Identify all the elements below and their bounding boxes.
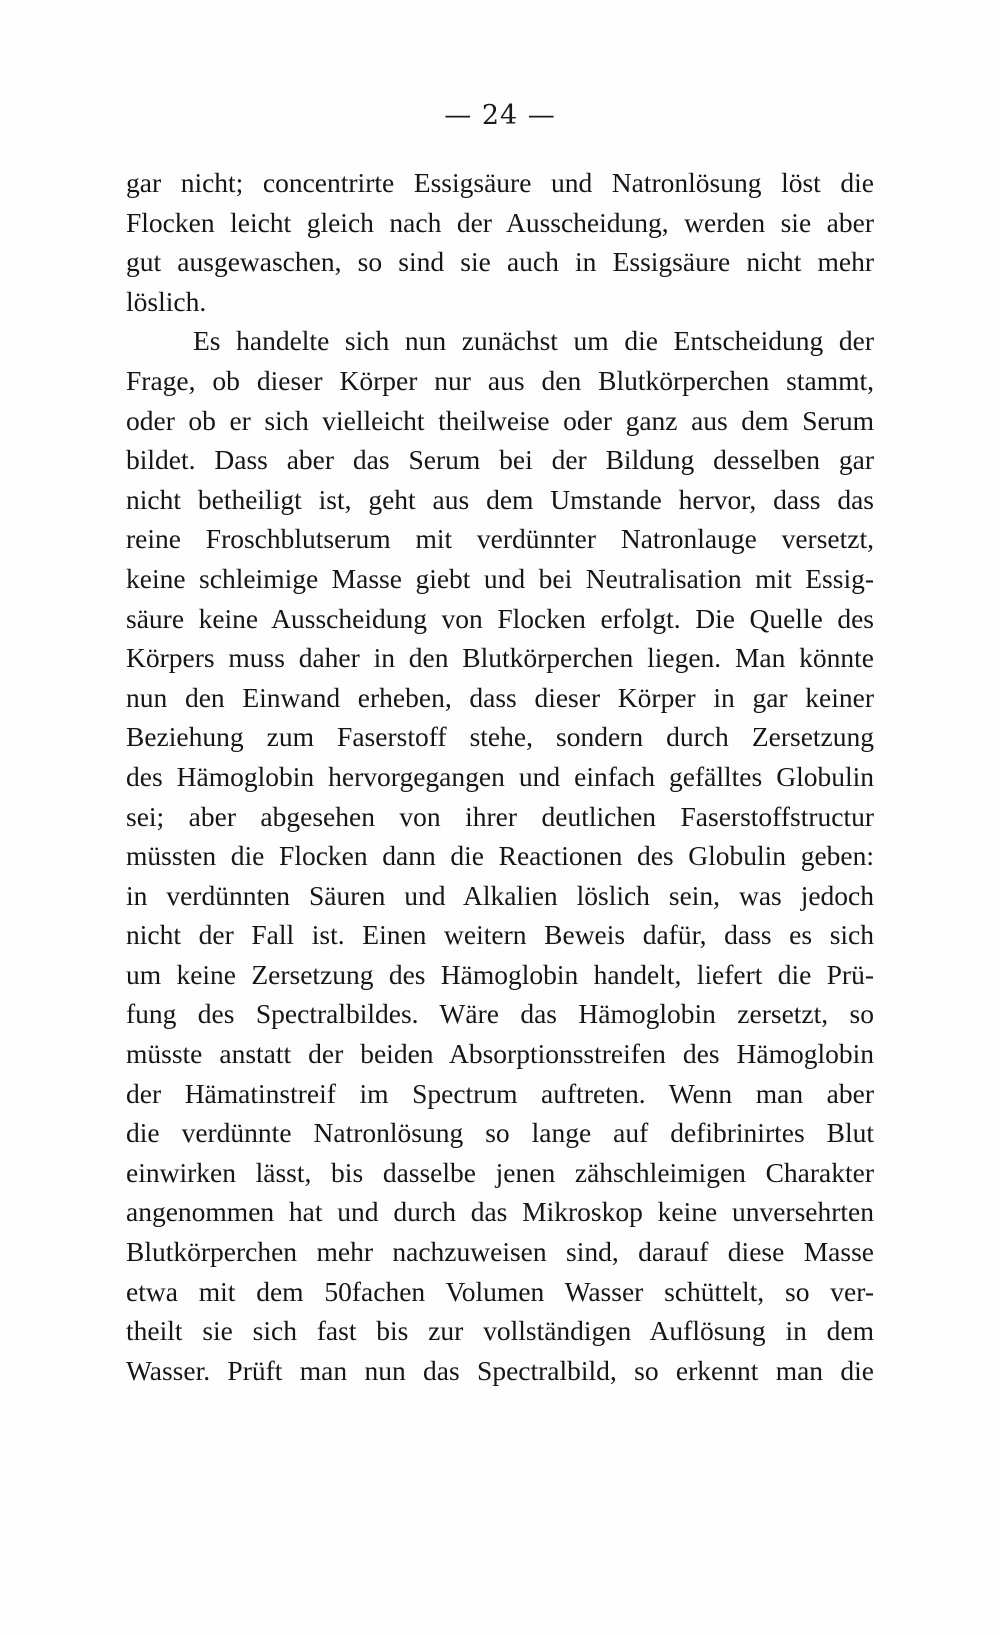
- text-line: einwirken lässt, bis dasselbe jenen zähschleimigen Charakter: [126, 1156, 874, 1188]
- text-line: müssten die Flocken dann die Reactionen des Globulin geben:: [126, 840, 874, 872]
- text-line: bildet. Dass aber das Serum bei der Bildung desselben gar: [126, 444, 874, 476]
- text-line: sei; aber abgesehen von ihrer deutlichen Faserstoffstructur: [126, 800, 874, 832]
- text-line: der Hämatinstreif im Spectrum auftreten. Wenn man aber: [126, 1077, 874, 1109]
- text-line: Blutkörperchen mehr nachzuweisen sind, darauf diese Masse: [126, 1236, 874, 1268]
- text-line: löslich.: [126, 285, 207, 317]
- text-line: um keine Zersetzung des Hämoglobin handelt, liefert die Prü-: [126, 958, 874, 990]
- text-line: angenommen hat und durch das Mikroskop keine unversehrten: [126, 1196, 874, 1228]
- text-line: gar nicht; concentrirte Essigsäure und Natronlösung löst die: [126, 167, 874, 198]
- text-line: nun den Einwand erheben, dass dieser Körper in gar keiner: [126, 681, 874, 713]
- body-text: [126, 163, 874, 1390]
- text-line: Wasser. Prüft man nun das Spectralbild, so erkennt man die: [126, 1354, 874, 1386]
- text-line: oder ob er sich vielleicht theilweise oder ganz aus dem Serum: [126, 404, 874, 436]
- text-line: des Hämoglobin hervorgegangen und einfach gefälltes Globulin: [126, 760, 874, 792]
- text-line: Körpers muss daher in den Blutkörperchen liegen. Man könnte: [126, 642, 874, 674]
- text-line: fung des Spectralbildes. Wäre das Hämoglobin zersetzt, so: [126, 998, 874, 1030]
- text-line: reine Froschblutserum mit verdünnter Natronlauge versetzt,: [126, 523, 874, 555]
- text-line: nicht betheiligt ist, geht aus dem Umstande hervor, dass das: [126, 483, 874, 515]
- text-line: Es handelte sich nun zunächst um die Entscheidung der: [193, 325, 874, 357]
- text-line: theilt sie sich fast bis zur vollständigen Auflösung in dem: [126, 1315, 874, 1347]
- text-line: Beziehung zum Faserstoff stehe, sondern durch Zersetzung: [126, 721, 874, 753]
- text-line: Frage, ob dieser Körper nur aus den Blutkörperchen stammt,: [126, 364, 874, 396]
- text-line: die verdünnte Natronlösung so lange auf defibrinirtes Blut: [126, 1117, 874, 1149]
- text-line: keine schleimige Masse giebt und bei Neutralisation mit Essig-: [126, 562, 874, 594]
- page-number-header: — 24 —: [444, 100, 556, 131]
- text-line: säure keine Ausscheidung von Flocken erfolgt. Die Quelle des: [126, 602, 874, 634]
- text-line: Flocken leicht gleich nach der Ausscheidung, werden sie aber: [126, 206, 874, 238]
- text-line: etwa mit dem 50fachen Volumen Wasser schüttelt, so ver-: [126, 1275, 874, 1307]
- text-line: nicht der Fall ist. Einen weitern Beweis dafür, dass es sich: [126, 919, 874, 951]
- text-line: müsste anstatt der beiden Absorptionsstreifen des Hämoglobin: [126, 1038, 874, 1070]
- text-line: gut ausgewaschen, so sind sie auch in Essigsäure nicht mehr: [126, 246, 874, 278]
- text-line: in verdünnten Säuren und Alkalien löslich sein, was jedoch: [126, 879, 874, 911]
